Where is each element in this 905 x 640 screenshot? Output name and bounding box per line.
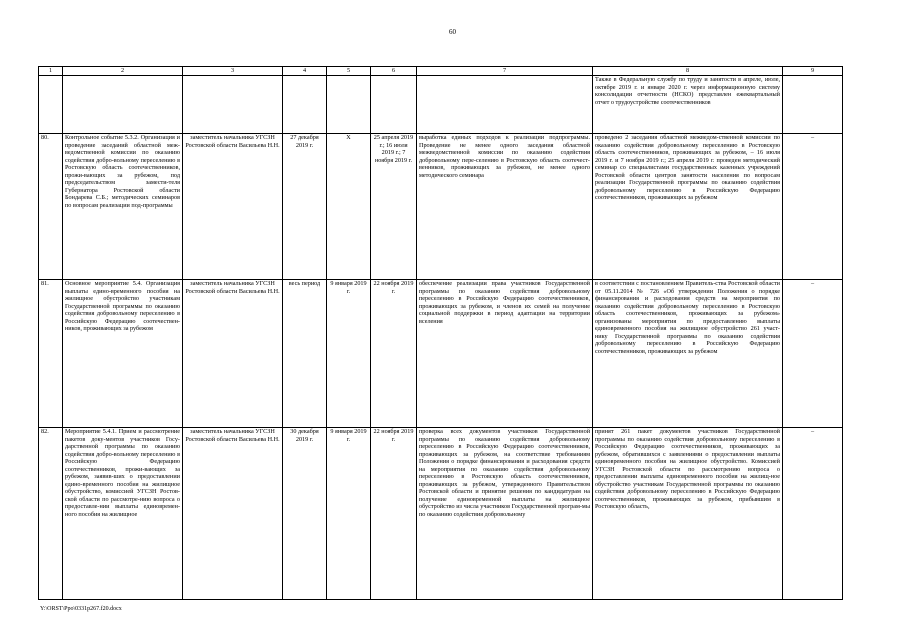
actual-result-cell: в соответствии с постановлением Правитель-ства Ростовской области от 05.11.2014 № 726 «Об утверждении Положения о порядке финансирования и расходования средств на мероприятия по оказанию содействия добровольному переселению в Ростовскую область соотечественников, проживающих за рубежом» организованы мероприятия по предоставлению выплаты единовременного пособия на жилищное обустройство 261 участ-нику Государственной программы по оказанию содействия добровольному переселению в Российскую Федерацию соотечественников, проживающих за рубежом — [593, 280, 783, 428]
event-cell: Мероприятие 5.4.1. Прием и рассмотрение пакетов доку-ментов участников Госу-дарственной программы по оказанию содействия добро-вольному переселению в Российскую Федерацию соотечественников, прожи-вающих за рубежом, заявив-ших о предоставлении едино-временного пособия на жилищное обустройство, комиссией УГСЗН Ростов-ской области по рассмотре-нию вопроса о предоставле-нии выплаты единовремен-ного пособия на жилищное — [63, 428, 183, 600]
column-header: 6 — [371, 67, 417, 76]
note-cell: – — [783, 134, 843, 280]
fact-date-cell: 22 ноября 2019 г. — [371, 280, 417, 428]
plan-date-cell: 9 января 2019 г. — [327, 428, 371, 600]
row-number: 82. — [39, 428, 63, 600]
column-number-row — [39, 67, 843, 76]
page-number: 60 — [449, 28, 456, 36]
event-cell: Контрольное событие 5.3.2. Организация и проведение заседаний областной меж-ведомственной комиссии по оказанию содействия добро-вольному переселению в Ростовскую область соотечественников, прожи-вающих за рубежом, под председательством замести-теля Губернатора Ростовской области Бондарева С.Б.; методических семинаров по вопросам реализации под-программы — [63, 134, 183, 280]
note-cell: – — [783, 280, 843, 428]
start-date-cell: 30 декабря 2019 г. — [283, 428, 327, 600]
fact-date-cell: 25 апреля 2019 г.; 16 июля 2019 г.; 7 ноября 2019 г. — [371, 134, 417, 280]
column-header: 7 — [417, 67, 593, 76]
row-number: 80. — [39, 134, 63, 280]
column-header: 5 — [327, 67, 371, 76]
actual-result-cell: принят 261 пакет документов участников Государственной программы по оказанию содействия добровольному переселению в Российскую Федерацию соотечественников, проживающих за рубежом, обратившихся с заявлениями о предоставлении выплаты единовременного пособия на жилищное обустройство. Комиссией УГСЗН Ростовской области по рассмотрению вопроса о предоставлении выплаты единовременного пособия на жилищ-ное обустройство участникам Государственной программы по оказанию содействия добровольному переселению в Российскую Федерацию соотечественников, проживающих за рубежом, прибывшим в Ростовскую область, — [593, 428, 783, 600]
note-cell — [783, 76, 843, 134]
event-cell — [63, 76, 183, 134]
column-header: 4 — [283, 67, 327, 76]
responsible-cell: заместитель начальника УГСЗН Ростовской области Васильева Н.Н. — [183, 134, 283, 280]
actual-result-cell: проведено 2 заседания областной межведом-ственной комиссии по оказанию содействия добровольному переселению в Ростовскую область соотечественников, проживающих за рубежом, – 16 июля 2019 г. и 7 ноября 2019 г.; 25 апреля 2019 г. проведен методический семинар со специалистами государственных казенных учреждений Ростовской области центров занятости населения по вопросам реализации Государственной программы по оказанию содействия добровольному переселению в Российскую Федерацию соотечественников, проживающих за рубежом — [593, 134, 783, 280]
plan-date-cell: 9 января 2019 г. — [327, 280, 371, 428]
actual-result-cell: Также в Федеральную службу по труду и занятости в апреле, июле, октябре 2019 г. и январе 2020 г. через информационную систему консолидации отчетности (НСКО) представлен ежеквартальный отчет о трудоустройстве соотечественников — [593, 76, 783, 134]
table-row — [39, 428, 843, 600]
report-table — [38, 66, 843, 600]
start-date-cell: 27 декабря 2019 г. — [283, 134, 327, 280]
column-header: 3 — [183, 67, 283, 76]
column-header: 2 — [63, 67, 183, 76]
table-row — [39, 280, 843, 428]
row-number — [39, 76, 63, 134]
column-header: 1 — [39, 67, 63, 76]
start-date-cell: весь период — [283, 280, 327, 428]
row-number: 81. — [39, 280, 63, 428]
plan-date-cell: Х — [327, 134, 371, 280]
file-path-footer: Y:\ORST\Ppo\0331p267.f20.docx — [40, 606, 122, 612]
planned-result-cell: проверка всех документов участников Государственной программы по оказанию содействия добровольному переселению в Российскую Федерацию соотечественников, проживающих за рубежом, на соответствие требованиям Положения о порядке финансирования и расходования средств на мероприятия по оказанию содействия добровольному переселению в Ростовскую область соотечественников, проживающих за рубежом, утвержденного Правительством Ростовской области и принятие решения по кандидатурам на получение единовременной выплаты на жилищное обустройство из числа участников Государственной програм-мы по оказанию содействия добровольному — [417, 428, 593, 600]
planned-result-cell: обеспечение реализации права участников Государственной программы по оказанию содействия добровольному переселению в Российскую Федерацию соотечественников, проживающих за рубежом, и членов их семей на получение социальной поддержки в период адаптации на территории вселения — [417, 280, 593, 428]
table-row — [39, 76, 843, 134]
responsible-cell: заместитель начальника УГСЗН Ростовской области Васильева Н.Н. — [183, 428, 283, 600]
table-row — [39, 134, 843, 280]
responsible-cell — [183, 76, 283, 134]
planned-result-cell — [417, 76, 593, 134]
column-header: 8 — [593, 67, 783, 76]
column-header: 9 — [783, 67, 843, 76]
start-date-cell — [283, 76, 327, 134]
fact-date-cell — [371, 76, 417, 134]
event-cell: Основное мероприятие 5.4. Организация выплаты едино-временного пособия на жилищное обустройство участникам Государственной программы по оказанию содействия добровольному переселению в Российскую Федерацию соотечествен-ников, проживающих за рубежом — [63, 280, 183, 428]
plan-date-cell — [327, 76, 371, 134]
fact-date-cell: 22 ноября 2019 г. — [371, 428, 417, 600]
responsible-cell: заместитель начальника УГСЗН Ростовской области Васильева Н.Н. — [183, 280, 283, 428]
note-cell: – — [783, 428, 843, 600]
planned-result-cell: выработка единых подходов к реализации подпрограммы. Проведение не менее одного заседания областной межведомственной комиссии по оказанию содействия добровольному пере-селению в Ростовскую область соотечест-венников, проживающих за рубежом, не менее одного методического семинара — [417, 134, 593, 280]
